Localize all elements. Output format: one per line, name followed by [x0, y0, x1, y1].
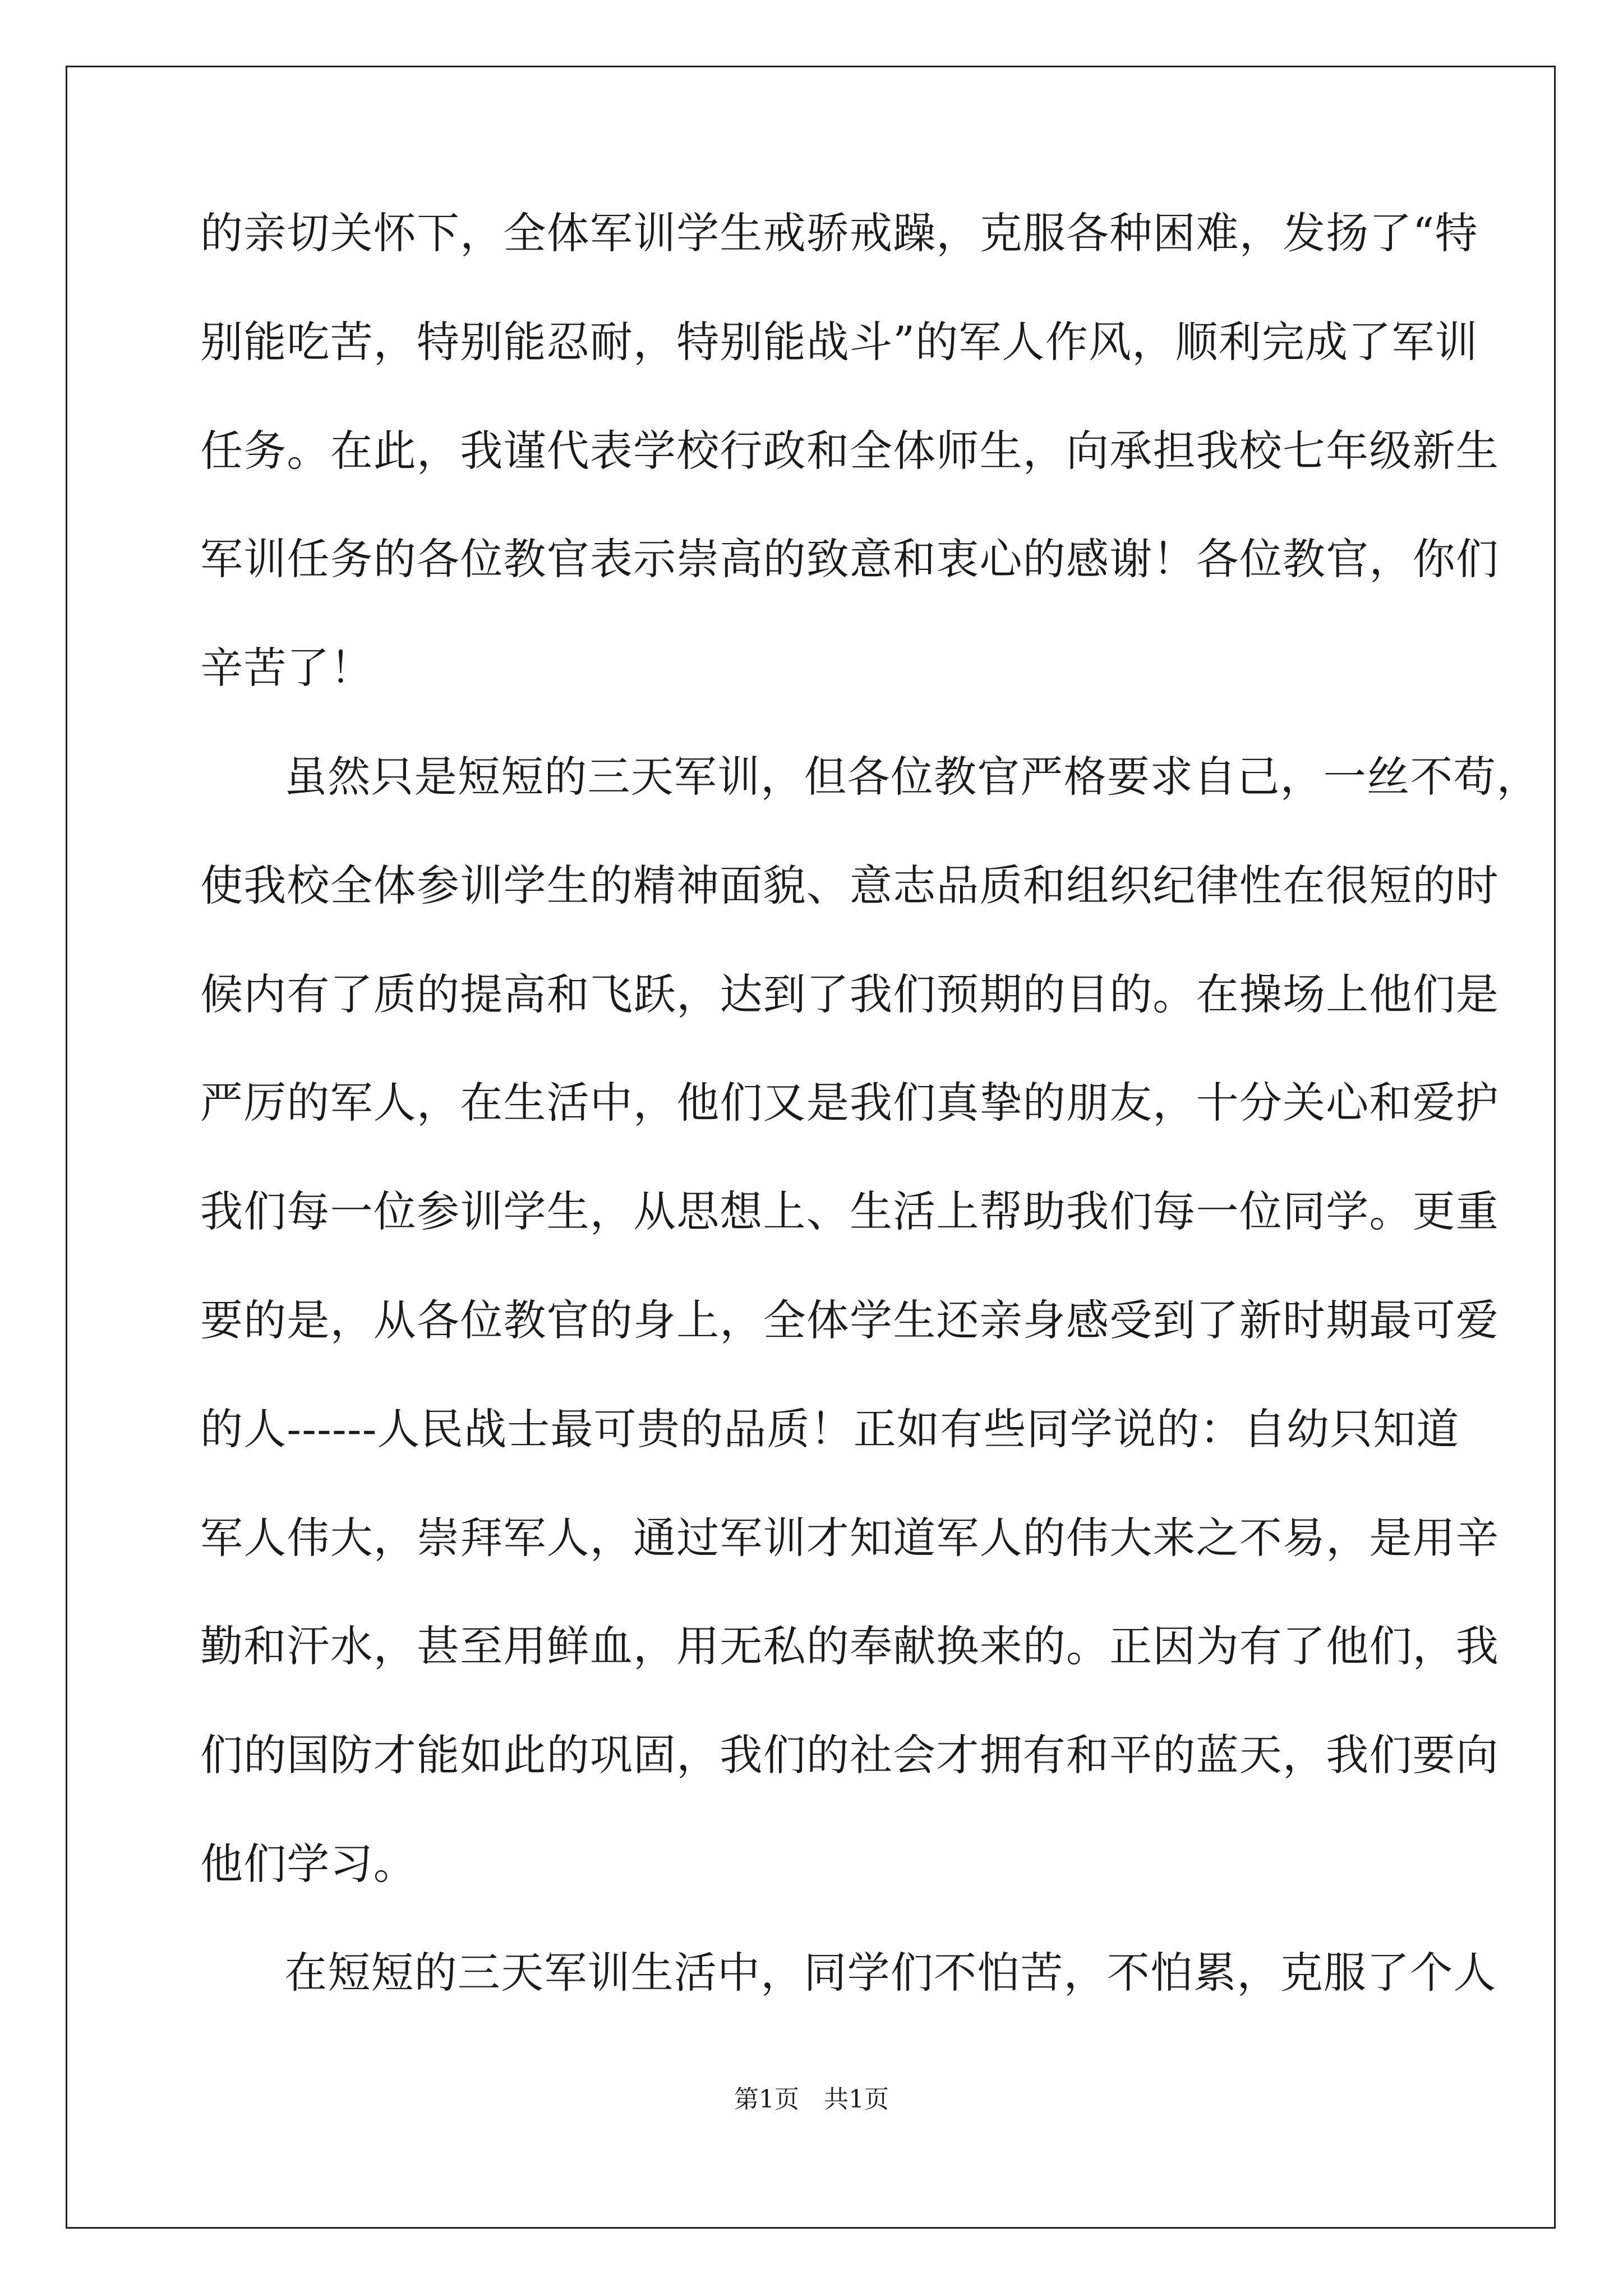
- text-line: 我们每一位参训学生，从思想上、生活上帮助我们每一位同学。更重: [200, 1186, 1499, 1237]
- text-line: 他们学习。: [200, 1838, 417, 1889]
- page-footer: 第1页 共1页: [734, 2085, 889, 2114]
- text-line: 军训任务的各位教官表示崇高的致意和衷心的感谢！各位教官，你们: [200, 534, 1499, 585]
- text-line: 要的是，从各位教官的身上，全体学生还亲身感受到了新时期最可爱: [200, 1295, 1499, 1345]
- paragraph-start-line: 在短短的三天军训生活中，同学们不怕苦，不怕累，克服了个人: [284, 1947, 1497, 1998]
- text-line: 的人------人民战士最可贵的品质！正如有些同学说的：自幼只知道: [200, 1404, 1460, 1454]
- document-body: [200, 208, 1540, 2060]
- text-line: 严厉的军人，在生活中，他们又是我们真挚的朋友，十分关心和爱护: [200, 1078, 1499, 1128]
- text-line: 的亲切关怀下，全体军训学生戒骄戒躁，克服各种困难，发扬了“特: [200, 208, 1478, 258]
- text-line: 别能吃苦，特别能忍耐，特别能战斗”的军人作风，顺利完成了军训: [200, 316, 1478, 367]
- text-line: 勤和汗水，甚至用鲜血，用无私的奉献换来的。正因为有了他们，我: [200, 1621, 1499, 1672]
- text-line: 们的国防才能如此的巩固，我们的社会才拥有和平的蓝天，我们要向: [200, 1730, 1499, 1780]
- paragraph-start-line: 虽然只是短短的三天军训，但各位教官严格要求自己，一丝不苟，: [284, 751, 1540, 802]
- text-line: 辛苦了！: [200, 643, 374, 693]
- text-line: 使我校全体参训学生的精神面貌、意志品质和组织纪律性在很短的时: [200, 860, 1499, 910]
- text-line: 任务。在此，我谨代表学校行政和全体师生，向承担我校七年级新生: [200, 425, 1499, 476]
- text-line: 候内有了质的提高和飞跃，达到了我们预期的目的。在操场上他们是: [200, 969, 1499, 1019]
- text-line: 军人伟大，崇拜军人，通过军训才知道军人的伟大来之不易，是用辛: [200, 1512, 1499, 1563]
